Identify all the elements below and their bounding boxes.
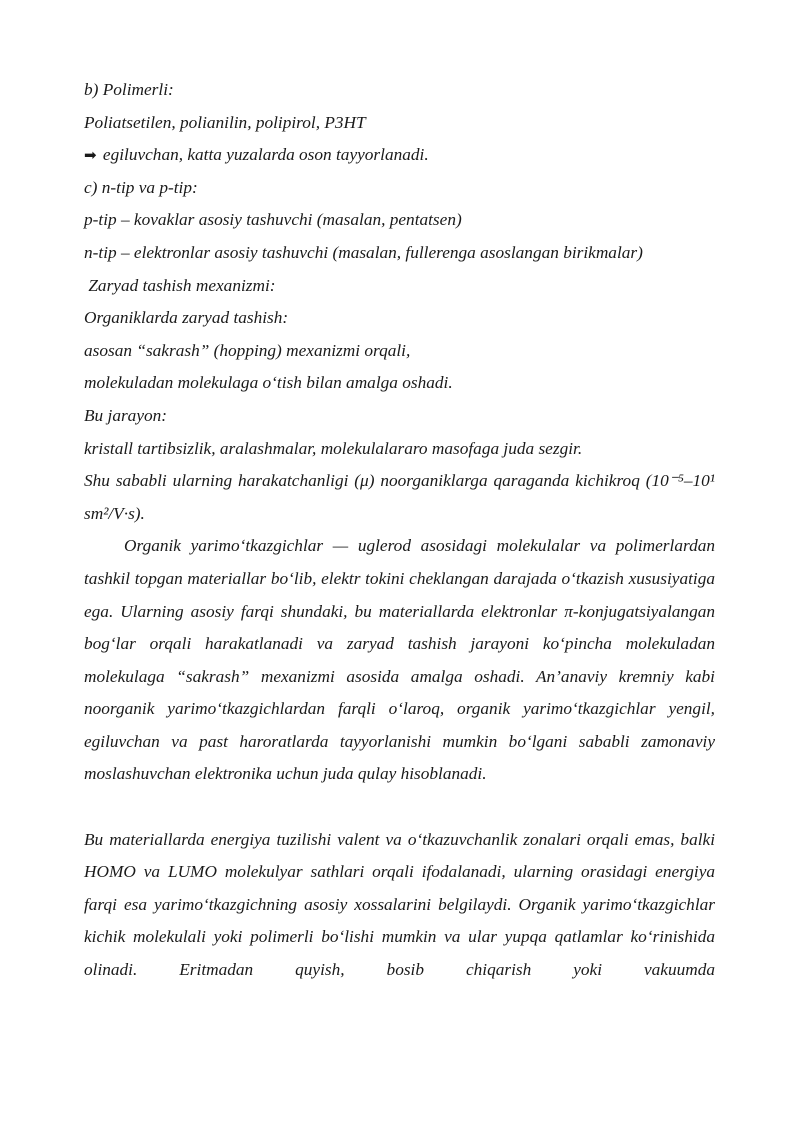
polymer-property: egiluvchan, katta yuzalarda oson tayyorlanadi. [102, 145, 429, 165]
process-sensitivity: kristall tartibsizlik, aralashmalar, molekulalararo masofaga juda sezgir. [84, 438, 583, 458]
n-type-line: n-tip – elektronlar asosiy tashuvchi (masalan, fullerenga asoslangan birikmalar) [84, 242, 643, 262]
transport-heading: Zaryad tashish mexanizmi: [84, 275, 276, 295]
polymer-property-line [84, 139, 715, 172]
mobility-paragraph: Shu sababli ularning harakatchanligi (μ) noorganiklarga qaraganda kichikroq (10⁻⁵–10¹ sm²/V·s). [84, 471, 715, 523]
type-heading: c) n-tip va p-tip: [84, 177, 198, 197]
document-page [84, 74, 715, 987]
transport-hopping: asosan “sakrash” (hopping) mexanizmi orqali, [84, 340, 411, 360]
polymer-heading: b) Polimerli: [84, 80, 174, 99]
energy-structure-paragraph: Bu materiallarda energiya tuzilishi valent va o‘tkazuvchanlik zonalari orqali emas, balki HOMO va LUMO molekulyar sathlari orqali ifodalanadi, ularning orasidagi energiya farqi esa yarimo‘tkazgichning asosiy xossalarini belgilaydi. Organik yarimo‘tkazgichlar kichik molekulali yoki polimerli bo‘lishi mumkin va ular yupqa qatlamlar ko‘rinishida olinadi. Eritmadan quyish, bosib chiqarish yoki vakuumda [84, 829, 715, 980]
p-type-line: p-tip – kovaklar asosiy tashuvchi (masalan, pentatsen) [84, 210, 462, 230]
transport-molecule: molekuladan molekulaga o‘tish bilan amalga oshadi. [84, 373, 453, 393]
polymer-examples: Poliatsetilen, polianilin, polipirol, P3HT [84, 112, 366, 132]
process-heading: Bu jarayon: [84, 405, 168, 425]
arrow-right-icon: ➡ [84, 146, 97, 165]
organic-intro-paragraph: Organik yarimo‘tkazgichlar — uglerod asosidagi molekulalar va polimerlardan tashkil topgan materiallar bo‘lib, elektr tokini cheklangan darajada o‘tkazish xususiyatiga ega. Ularning asosiy farqi shundaki, bu materiallarda elektronlar π-konjugatsiyalangan bog‘lar orqali harakatlanadi va zaryad tashish jarayoni ko‘pincha molekuladan molekulaga “sakrash” mexanizmi asosida amalga oshadi. An’anaviy kremniy kabi noorganik yarimo‘tkazgichlardan farqli o‘laroq, organik yarimo‘tkazgichlar yengil, egiluvchan va past haroratlarda tayyorlanishi mumkin bo‘lgani sababli zamonaviy moslashuvchan elektronika uchun juda qulay hisoblanadi. [84, 536, 715, 784]
transport-intro: Organiklarda zaryad tashish: [84, 308, 289, 328]
paragraph-spacer [84, 791, 715, 824]
